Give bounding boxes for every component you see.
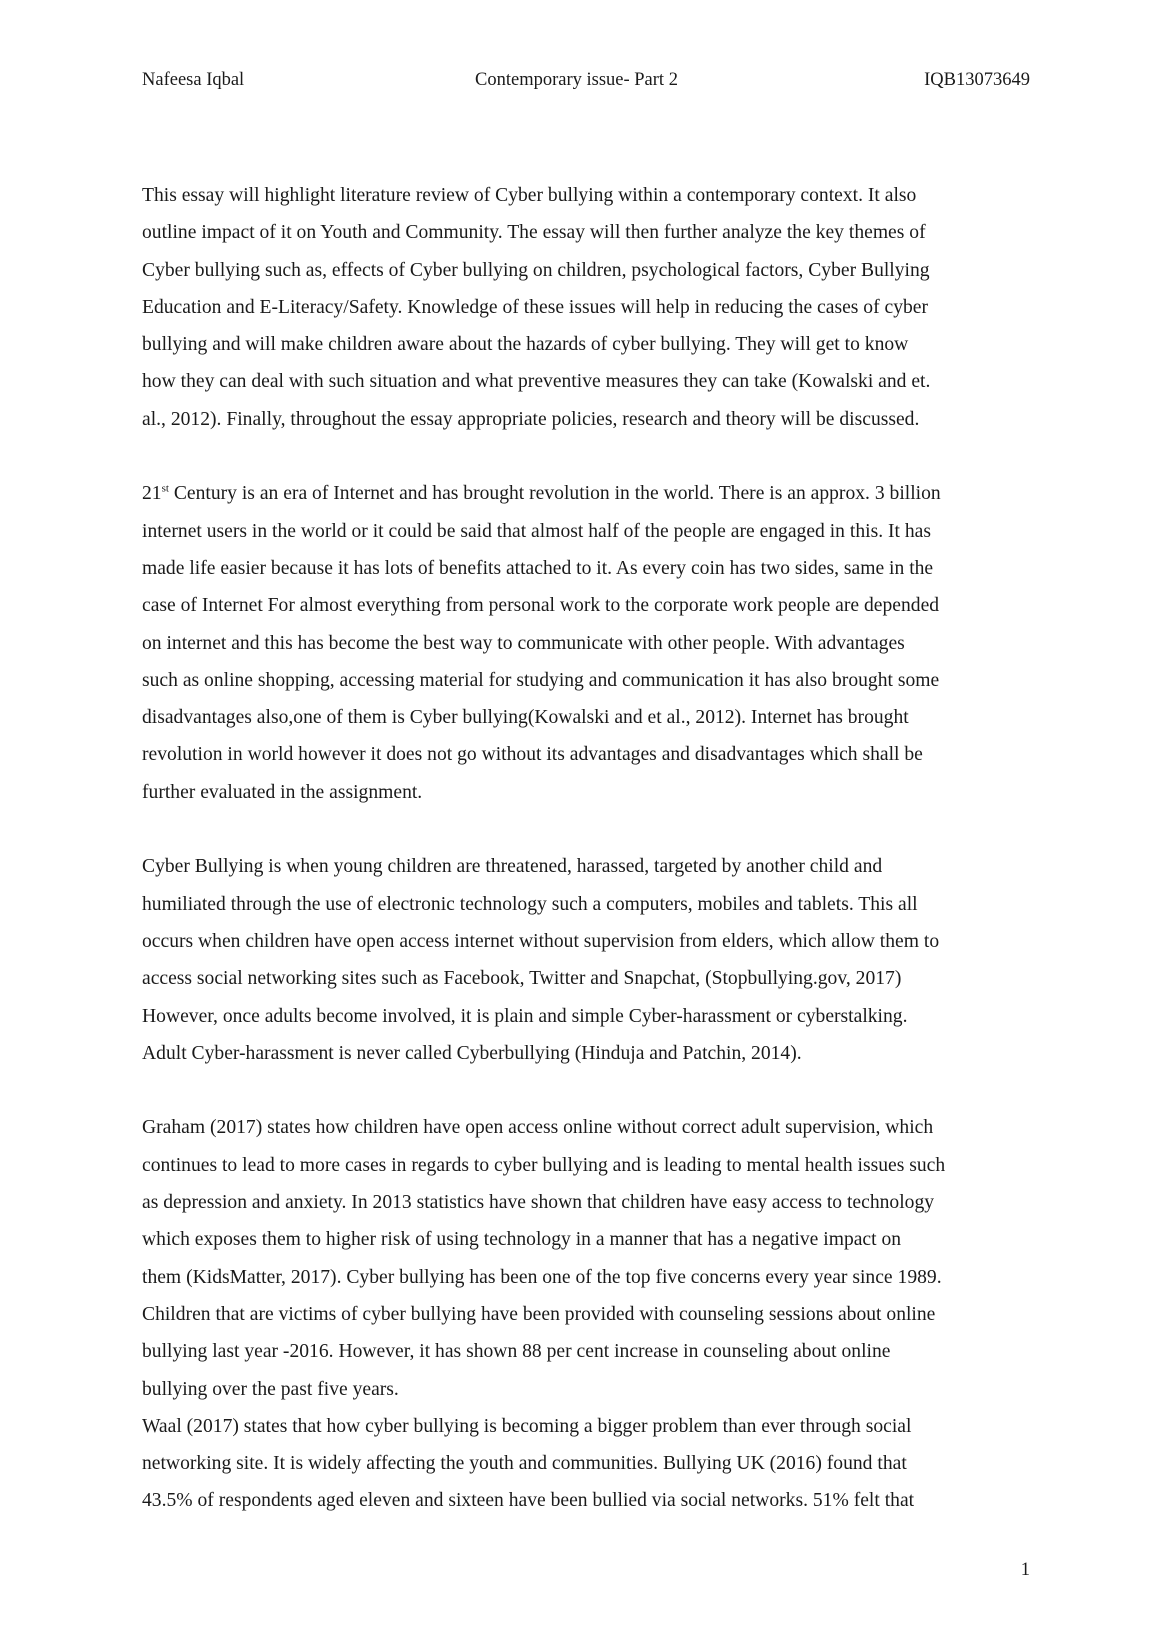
text-line: bullying and will make children aware about the hazards of cyber bullying. They will get to know [142,334,909,356]
paragraph-introduction [142,177,1032,438]
text-line: bullying last year -2016. However, it has shown 88 per cent increase in counseling about online [142,1341,891,1363]
paragraph-gap [142,438,1032,475]
text-line: This essay will highlight literature review of Cyber bullying within a contemporary context. It also [142,185,917,206]
text-line: revolution in world however it does not go without its advantages and disadvantages which shall be [142,744,923,766]
text-line: made life easier because it has lots of benefits attached to it. As every coin has two sides, same in the [142,557,934,579]
paragraph-waal [142,1408,1032,1520]
page-header [142,70,1030,98]
text-line: Adult Cyber-harassment is never called Cyberbullying (Hinduja and Patchin, 2014). [142,1042,802,1064]
text-line: outline impact of it on Youth and Community. The essay will then further analyze the key themes of [142,222,926,244]
first-line-rest: Century is an era of Internet and has brought revolution in the world. There is an approx. 3 billion [168,483,941,505]
century-number: 21 [142,483,162,505]
text-line: Graham (2017) states how children have open access online without correct adult supervision, which [142,1117,934,1139]
text-line: on internet and this has become the best way to communicate with other people. With advantages [142,632,905,654]
header-author: Nafeesa Iqbal [142,70,245,90]
text-line [142,475,1032,512]
text-line: such as online shopping, accessing material for studying and communication it has also brought some [142,669,940,691]
text-line: which exposes them to higher risk of using technology in a manner that has a negative impact on [142,1229,902,1251]
text-line: networking site. It is widely affecting the youth and communities. Bullying UK (2016) found that [142,1453,907,1475]
text-line: bullying over the past five years. [142,1378,399,1400]
text-line: access social networking sites such as Facebook, Twitter and Snapchat, (Stopbullying.gov, 2017) [142,968,902,990]
paragraph-gap [142,811,1032,848]
text-line: Cyber Bullying is when young children are threatened, harassed, targeted by another child and [142,856,883,878]
paragraph-internet-era [142,475,1032,811]
paragraph-gap [142,1072,1032,1109]
header-title: Contemporary issue- Part 2 [475,70,678,90]
text-line: Children that are victims of cyber bullying have been provided with counseling sessions about online [142,1303,936,1325]
text-line: disadvantages also,one of them is Cyber bullying(Kowalski and et al., 2012). Internet has brought [142,707,909,729]
paragraph-definition [142,848,1032,1072]
text-line: occurs when children have open access internet without supervision from elders, which allow them to [142,930,940,952]
text-line: Cyber bullying such as, effects of Cyber bullying on children, psychological factors, Cyber Bullying [142,259,930,281]
text-line: internet users in the world or it could be said that almost half of the people are engaged in this. It has [142,520,931,542]
text-line: continues to lead to more cases in regards to cyber bullying and is leading to mental health issues such [142,1154,946,1176]
text-line: as depression and anxiety. In 2013 statistics have shown that children have easy access to technology [142,1192,935,1214]
text-line: humiliated through the use of electronic technology such a computers, mobiles and tablets. This all [142,893,918,915]
text-line: However, once adults become involved, it is plain and simple Cyber-harassment or cyberstalking. [142,1005,908,1027]
text-line: Education and E-Literacy/Safety. Knowledge of these issues will help in reducing the cases of cyber [142,296,929,318]
document-body [142,177,1032,1520]
header-student-id: IQB13073649 [924,70,1030,90]
text-line: 43.5% of respondents aged eleven and sixteen have been bullied via social networks. 51% felt that [142,1490,915,1512]
page-number: 1 [1020,1560,1030,1580]
text-line: al., 2012). Finally, throughout the essay appropriate policies, research and theory will be discussed. [142,408,920,430]
text-line: case of Internet For almost everything from personal work to the corporate work people are depended [142,595,940,617]
text-line: them (KidsMatter, 2017). Cyber bullying has been one of the top five concerns every year since 1989. [142,1266,942,1288]
text-line: further evaluated in the assignment. [142,781,423,803]
paragraph-graham [142,1109,1032,1407]
text-line: Waal (2017) states that how cyber bullying is becoming a bigger problem than ever through social [142,1415,912,1437]
text-line: how they can deal with such situation and what preventive measures they can take (Kowalski and et. [142,371,931,393]
ordinal-superscript: st [161,482,169,495]
